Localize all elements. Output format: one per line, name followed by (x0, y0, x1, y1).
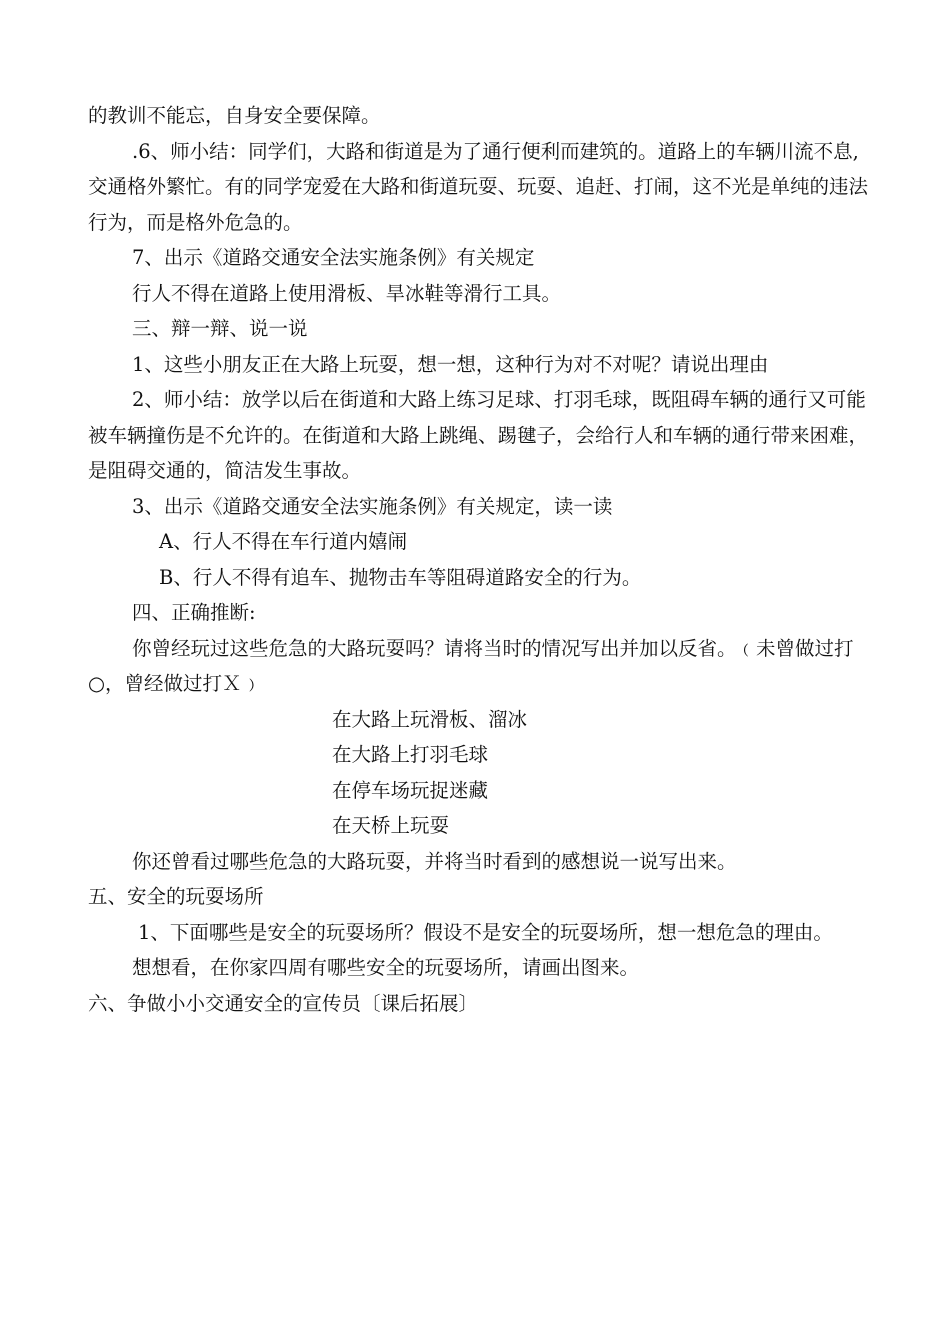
paragraph-teacher-summary: 2、师小结：放学以后在街道和大路上练习足球、打羽毛球，既阻碍车辆的通行又可能被车辆撞伤是不允许的。在街道和大路上跳绳、踢毽子，会给行人和车辆的通行带来困难，是阻碍交通的，简洁发生事故。 (88, 388, 869, 482)
document-body (88, 98, 870, 1021)
paragraph: 1、下面哪些是安全的玩耍场所？假设不是安全的玩耍场所，想一想危急的理由。 (138, 920, 833, 944)
section-heading: 六、争做小小交通安全的宣传员〔课后拓展〕 (88, 991, 479, 1015)
paragraph: 的教训不能忘，自身安全要保障。 (88, 104, 381, 127)
list-item: B、行人不得有追车、抛物击车等阻碍道路安全的行为。 (159, 565, 642, 589)
paragraph: 行人不得在道路上使用滑板、旱冰鞋等滑行工具。 (132, 281, 562, 305)
section-heading: 四、正确推断: (132, 601, 256, 624)
list-item: 在停车场玩捉迷藏 (332, 778, 489, 802)
paragraph: 3、出示《道路交通安全法实施条例》有关规定，读一读 (132, 494, 613, 518)
list-item: A、行人不得在车行道内嬉闹 (159, 530, 408, 553)
paragraph: 7、出示《道路交通安全法实施条例》有关规定 (132, 246, 535, 269)
list-item: 在大路上玩滑板、溜冰 (332, 707, 528, 731)
section-heading: 五、安全的玩耍场所 (88, 885, 264, 908)
paragraph: 1、这些小朋友正在大路上玩耍，想一想，这种行为对不对呢？请说出理由 (132, 352, 769, 376)
paragraph: 你曾经玩过这些危急的大路玩耍吗？请将当时的情况写出并加以反省。﹙未曾做过打○，曾经做过打Ｘ﹚ (88, 636, 854, 695)
paragraph-teacher-summary: .6、师小结：同学们，大路和街道是为了通行便利而建筑的。道路上的车辆川流不息,交通格外繁忙。有的同学宠爱在大路和街道玩耍、玩耍、追赶、打闹，这不光是单纯的违法行为，而是格外危急的。 (88, 139, 869, 234)
paragraph: 你还曾看过哪些危急的大路玩耍，并将当时看到的感想说一说写出来。 (132, 849, 737, 873)
list-item: 在大路上打羽毛球 (332, 743, 489, 766)
paragraph: 想想看，在你家四周有哪些安全的玩耍场所，请画出图来。 (132, 956, 640, 979)
list-item: 在天桥上玩耍 (332, 814, 450, 837)
section-heading: 三、辩一辩、说一说 (132, 317, 308, 340)
